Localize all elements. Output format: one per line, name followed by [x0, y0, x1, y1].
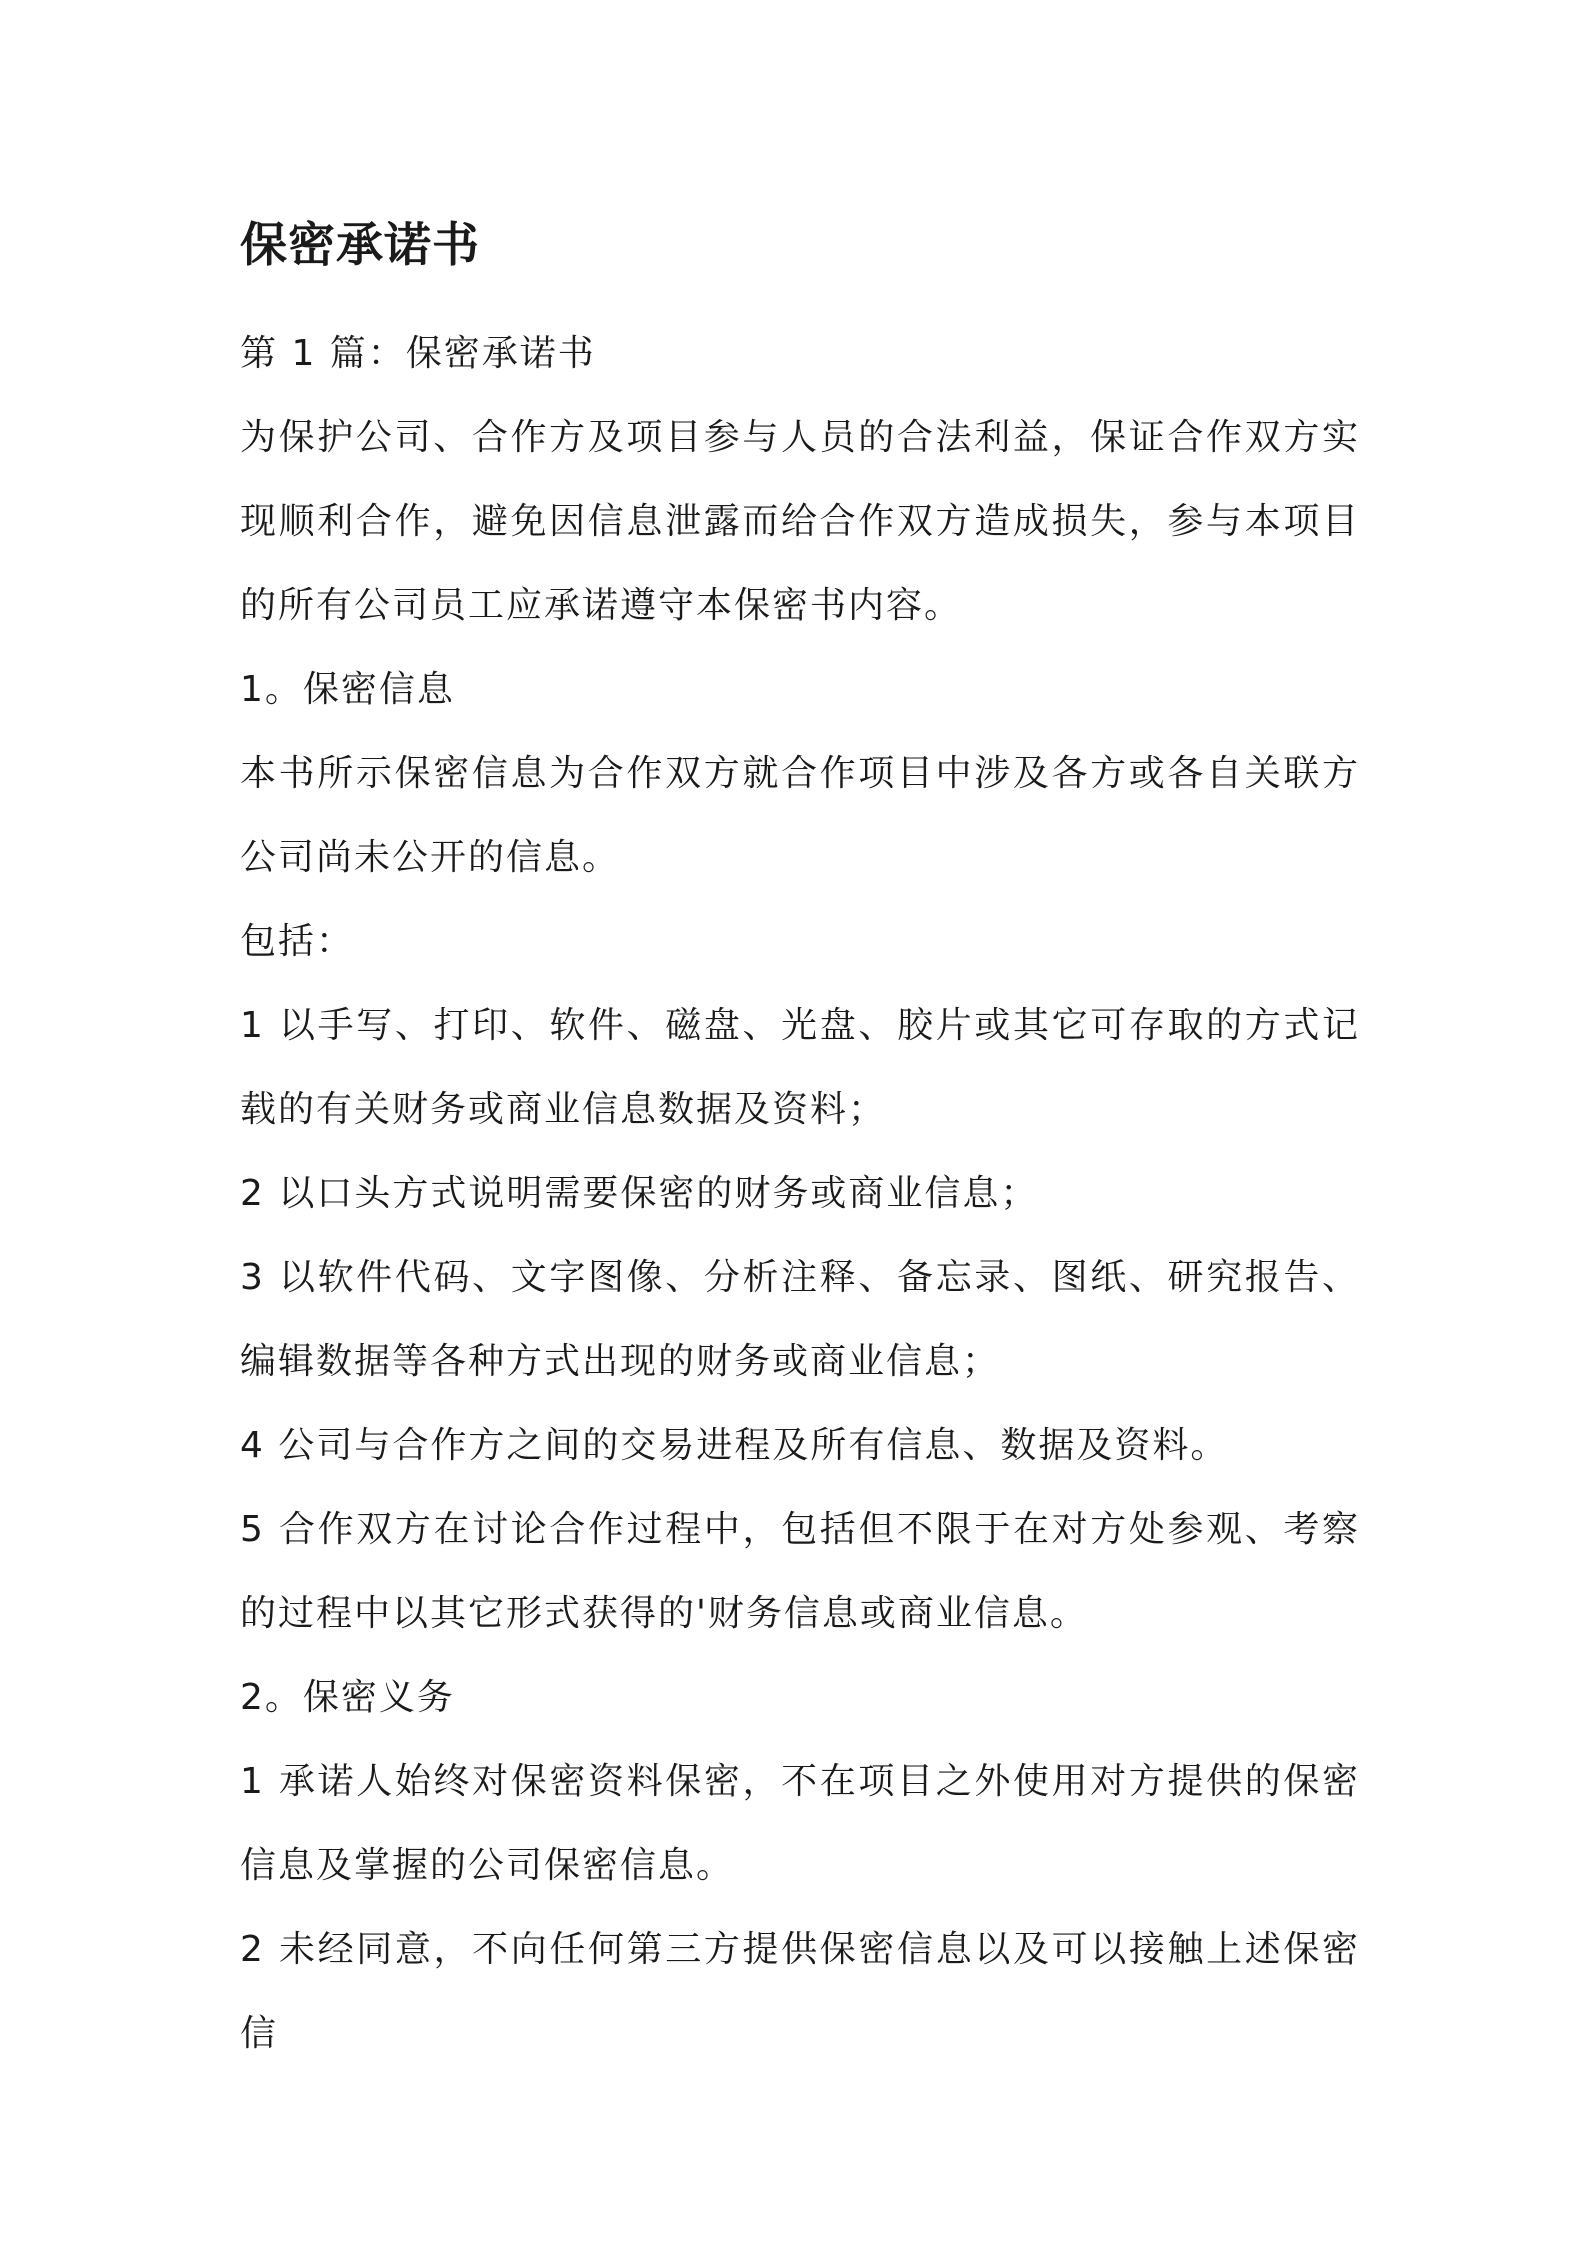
- section-heading-confidential-info: 1。保密信息: [240, 669, 455, 710]
- list-item-4: 4 公司与合作方之间的交易进程及所有信息、数据及资料。: [240, 1425, 1229, 1466]
- intro-paragraph: 为保护公司、合作方及项目参与人员的合法利益，保证合作双方实现顺利合作，避免因信息泄露而给合作双方造成损失，参与本项目的所有公司员工应承诺遵守本保密书内容。: [240, 417, 1360, 626]
- list-item-1: 1 以手写、打印、软件、磁盘、光盘、胶片或其它可存取的方式记载的有关财务或商业信息数据及资料；: [240, 1005, 1360, 1130]
- section-heading-1: 第 1 篇：保密承诺书: [240, 333, 596, 374]
- list-item-2: 2 以口头方式说明需要保密的财务或商业信息；: [240, 1173, 1039, 1214]
- section-heading-obligations: 2。保密义务: [240, 1677, 455, 1718]
- obligation-item-1: 1 承诺人始终对保密资料保密，不在项目之外使用对方提供的保密信息及掌握的公司保密信息。: [240, 1761, 1360, 1886]
- includes-label: 包括：: [240, 921, 355, 962]
- document-title: 保密承诺书: [240, 218, 480, 273]
- document-body: [240, 210, 1360, 2076]
- obligation-item-2: 2 未经同意，不向任何第三方提供保密信息以及可以接触上述保密信: [240, 1929, 1360, 2054]
- list-item-3: 3 以软件代码、文字图像、分析注释、备忘录、图纸、研究报告、编辑数据等各种方式出现的财务或商业信息；: [240, 1257, 1360, 1382]
- confidential-info-definition: 本书所示保密信息为合作双方就合作项目中涉及各方或各自关联方公司尚未公开的信息。: [240, 753, 1360, 878]
- list-item-5: 5 合作双方在讨论合作过程中，包括但不限于在对方处参观、考察的过程中以其它形式获得的'财务信息或商业信息。: [240, 1509, 1360, 1634]
